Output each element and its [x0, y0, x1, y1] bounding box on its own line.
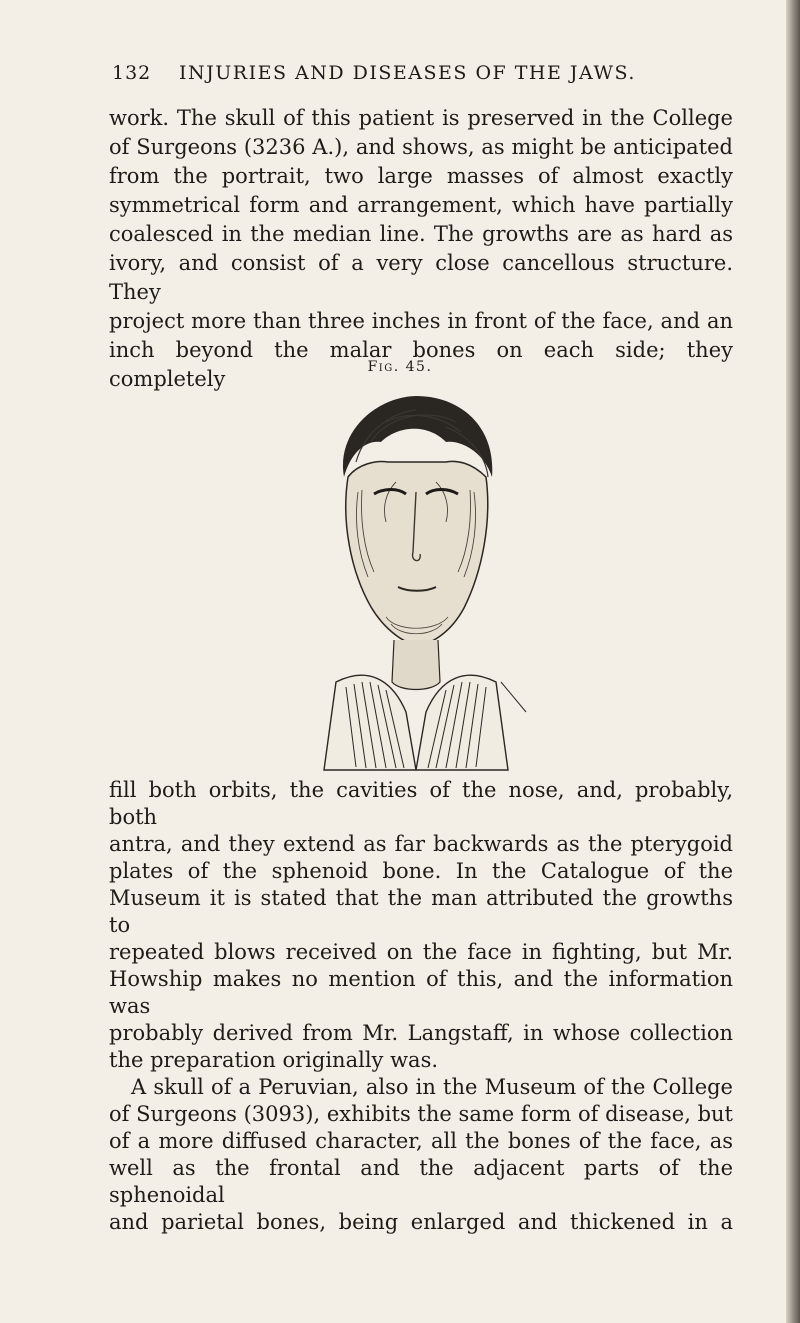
running-title: INJURIES AND DISEASES OF THE JAWS. — [179, 62, 636, 84]
text-line: of Surgeons (3093), exhibits the same form of disease, but — [109, 1102, 733, 1126]
text-line: well as the frontal and the adjacent parts of the sphenoidal — [109, 1156, 733, 1207]
running-header — [112, 62, 712, 84]
text-line: of a more diffused character, all the bones of the face, as — [109, 1129, 733, 1153]
text-line: antra, and they extend as far backwards as the pterygoid — [109, 832, 733, 856]
text-line: symmetrical form and arrangement, which have partially — [109, 193, 733, 217]
text-line: project more than three inches in front of the face, and an — [109, 309, 733, 333]
text-line: and parietal bones, being enlarged and thickened in a — [109, 1210, 733, 1234]
text-line: ivory, and consist of a very close cancellous structure. They — [109, 251, 733, 304]
text-line: probably derived from Mr. Langstaff, in whose collection — [109, 1021, 733, 1045]
text-line: work. The skull of this patient is preserved in the College — [109, 106, 733, 130]
text-line: of Surgeons (3236 A.), and shows, as might be anticipated — [109, 135, 733, 159]
paragraph-2 — [109, 777, 733, 1236]
paragraph-1 — [109, 104, 733, 394]
text-line: fill both orbits, the cavities of the nose, and, probably, both — [109, 778, 733, 829]
page-edge-shadow — [786, 0, 800, 1323]
text-line: plates of the sphenoid bone. In the Catalogue of the — [109, 859, 733, 883]
text-line: Howship makes no mention of this, and the information was — [109, 967, 733, 1018]
page-number: 132 — [112, 62, 152, 84]
text-line: coalesced in the median line. The growths are as hard as — [109, 222, 733, 246]
figure-caption: Fig. 45. — [367, 359, 433, 375]
text-line: A skull of a Peruvian, also in the Museum of the College — [131, 1075, 733, 1099]
portrait-engraving — [296, 382, 536, 772]
text-line: the preparation originally was. — [109, 1048, 439, 1072]
text-line: repeated blows received on the face in fighting, but Mr. — [109, 940, 733, 964]
text-line: Museum it is stated that the man attributed the growths to — [109, 886, 733, 937]
neck — [392, 640, 440, 690]
text-line: from the portrait, two large masses of almost exactly — [109, 164, 733, 188]
text-line: inch beyond the malar bones on each side; they completely — [109, 338, 733, 391]
